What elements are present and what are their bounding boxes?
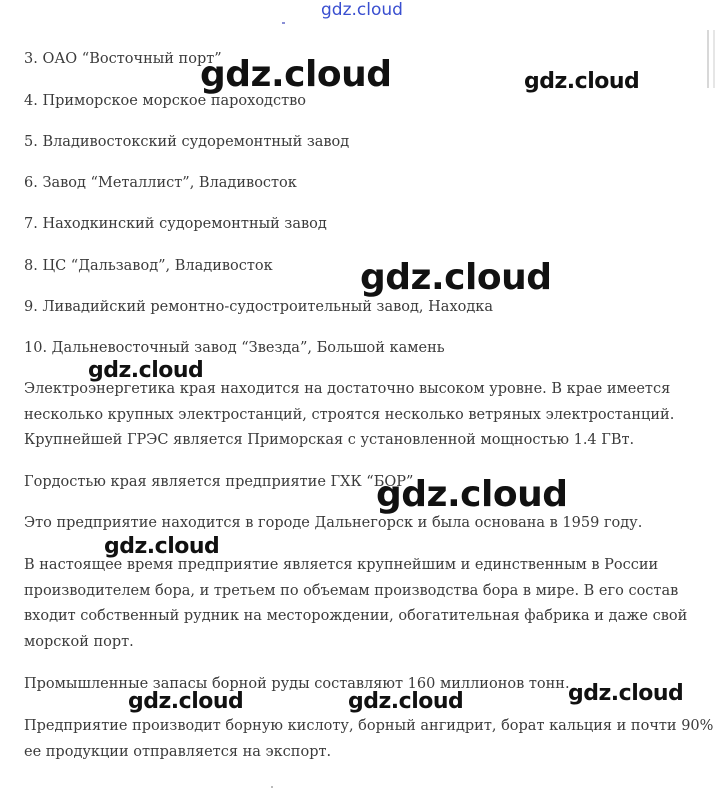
paragraph-present bbox=[24, 553, 688, 655]
paragraph-line: входит собственный рудник на месторождении, обогатительная фабрика и даже свой bbox=[24, 608, 688, 624]
watermark: gdz.cloud bbox=[348, 689, 464, 714]
watermark: gdz.cloud bbox=[524, 69, 640, 94]
paragraph-line: ее продукции отправляется на экспорт. bbox=[24, 743, 332, 760]
paragraph-line: производителем бора, и третьем по объемам производства бора в мире. В его состав bbox=[24, 582, 679, 599]
list-item: 5. Владивостокский судоремонтный завод bbox=[24, 134, 350, 150]
paragraph-line: Предприятие производит борную кислоту, борный ангидрит, борат кальция и почти 90% bbox=[24, 718, 714, 734]
paragraph-line: морской порт. bbox=[24, 633, 134, 650]
paragraph-pride bbox=[24, 470, 684, 496]
scrollbar-fragment[interactable] bbox=[707, 30, 715, 88]
list-item: 8. ЦС “Дальзавод”, Владивосток bbox=[24, 258, 273, 274]
paragraph-line: Крупнейшей ГРЭС является Приморская с установленной мощностью 1.4 ГВт. bbox=[24, 432, 635, 448]
watermark: gdz.cloud bbox=[568, 681, 684, 706]
paragraph-line: Промышленные запасы борной руды составляют 160 миллионов тонн. bbox=[24, 676, 570, 692]
paragraph-line: Это предприятие находится в городе Дальнегорск и была основана в 1959 году. bbox=[24, 515, 643, 531]
list-item: 7. Находкинский судоремонтный завод bbox=[24, 216, 327, 232]
paragraph-line: несколько крупных электростанций, строятся несколько ветряных электростанций. bbox=[24, 406, 675, 423]
watermark: gdz.cloud bbox=[360, 257, 552, 298]
watermark: gdz.cloud bbox=[128, 689, 244, 714]
top-mark bbox=[282, 22, 285, 24]
watermark: gdz.cloud bbox=[104, 534, 220, 559]
paragraph-line: В настоящее время предприятие является крупнейшим и единственным в России bbox=[24, 557, 659, 573]
paragraph-line: Электроэнергетика края находится на достаточно высоком уровне. В крае имеется bbox=[24, 381, 671, 397]
list-item: 9. Ливадийский ремонтно-судостроительный завод, Находка bbox=[24, 299, 493, 315]
paragraph-export bbox=[24, 714, 714, 765]
list-item: 6. Завод “Металлист”, Владивосток bbox=[24, 175, 297, 191]
paragraph-line: Гордостью края является предприятие ГХК “БОР” bbox=[24, 474, 414, 490]
watermark: gdz.cloud bbox=[200, 54, 392, 95]
watermark: gdz.cloud bbox=[376, 474, 568, 515]
paragraph-energy bbox=[24, 377, 684, 454]
list-item: 10. Дальневосточный завод “Звезда”, Большой камень bbox=[24, 340, 445, 356]
watermark-top: gdz.cloud bbox=[321, 0, 403, 20]
paragraph-location bbox=[24, 511, 684, 537]
list-item: 4. Приморское морское пароходство bbox=[24, 93, 307, 109]
list-item: 3. ОАО “Восточный порт” bbox=[24, 51, 222, 67]
watermark: gdz.cloud bbox=[88, 358, 204, 383]
